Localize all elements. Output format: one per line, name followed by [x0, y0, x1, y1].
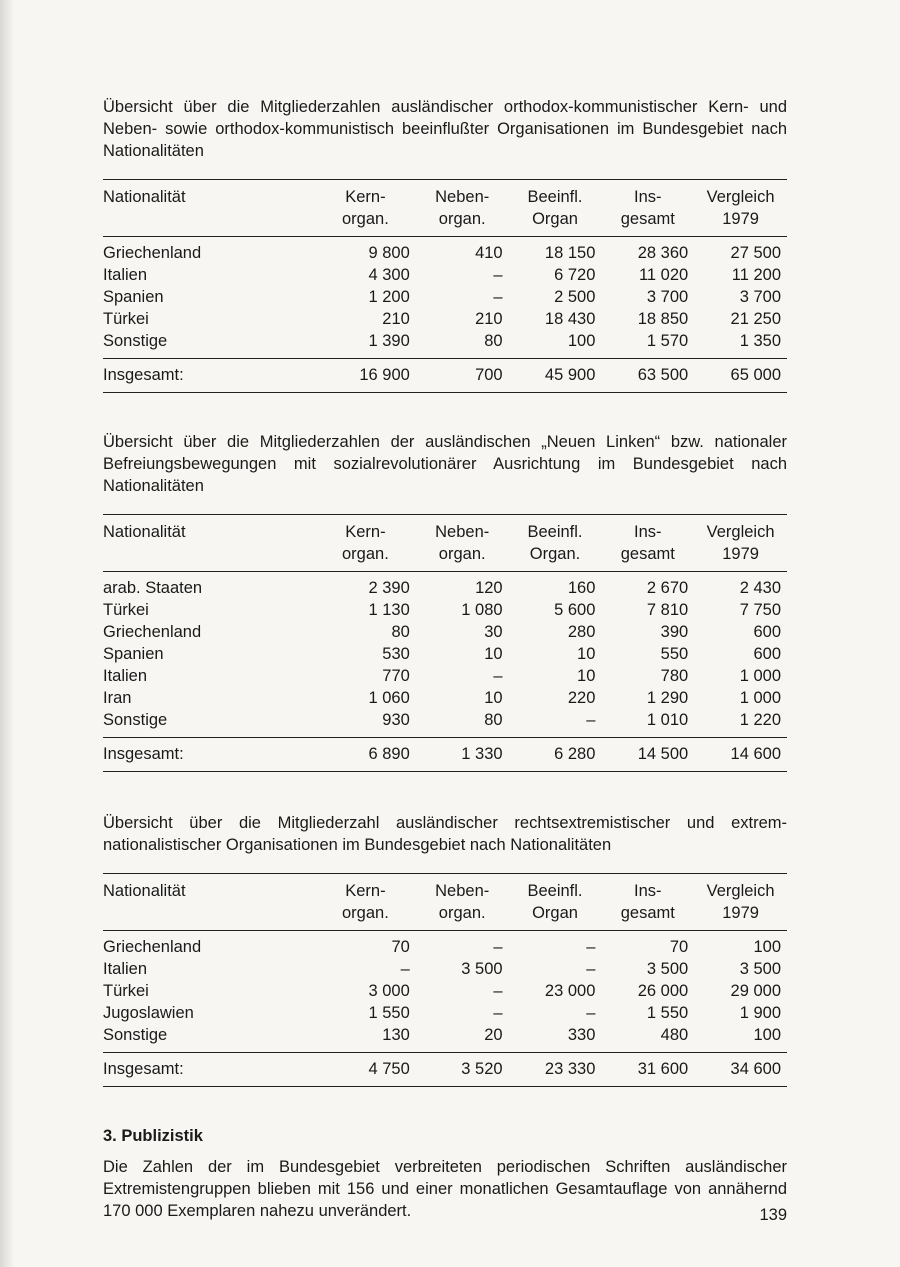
cell-vergleich: 1 350: [739, 332, 781, 350]
cell-neben: –: [493, 1004, 503, 1022]
header-beeinfl-sub: Organ: [509, 208, 602, 237]
cell-gesamt: 480: [660, 1026, 689, 1044]
header-gesamt-sub: gesamt: [601, 902, 694, 931]
header-nationality: Nationalität: [103, 882, 186, 900]
cell-beeinfl: 10: [577, 667, 596, 685]
header-gesamt-sub: gesamt: [601, 208, 694, 237]
cell-beeinfl: 18 150: [544, 244, 596, 262]
total-beeinfl: 23 330: [509, 1053, 602, 1087]
row-nationality: Iran: [103, 689, 132, 707]
table-row: [103, 931, 787, 959]
table-header-row: [103, 180, 787, 209]
cell-neben: 1 080: [461, 601, 503, 619]
table-row: [103, 621, 787, 643]
cell-kern: 1 200: [368, 288, 410, 306]
document-page: [103, 96, 787, 1222]
cell-neben: 20: [484, 1026, 503, 1044]
header-beeinfl: Beeinfl.: [527, 523, 583, 541]
page-edge-shadow: [0, 0, 14, 1267]
total-label: Insgesamt:: [103, 359, 323, 393]
cell-beeinfl: 6 720: [554, 266, 596, 284]
cell-neben: 10: [484, 689, 503, 707]
cell-neben: –: [493, 938, 503, 956]
header-vergleich: Vergleich: [706, 523, 775, 541]
total-vergleich: 65 000: [694, 359, 787, 393]
header-vergleich-sub: 1979: [694, 543, 787, 572]
cell-beeinfl: 100: [567, 332, 596, 350]
total-kern: 16 900: [323, 359, 416, 393]
cell-kern: 1 130: [368, 601, 410, 619]
row-nationality: Türkei: [103, 601, 149, 619]
header-beeinfl: Beeinfl.: [527, 188, 583, 206]
header-nationality: Nationalität: [103, 523, 186, 541]
cell-neben: –: [493, 266, 503, 284]
header-neben-sub: organ.: [416, 902, 509, 931]
cell-beeinfl: 330: [567, 1026, 596, 1044]
table-row: [103, 237, 787, 265]
header-kern: Kern-: [345, 882, 386, 900]
cell-gesamt: 18 850: [637, 310, 689, 328]
table-row: [103, 687, 787, 709]
row-nationality: Griechenland: [103, 244, 202, 262]
total-gesamt: 63 500: [601, 359, 694, 393]
cell-gesamt: 550: [660, 645, 689, 663]
header-kern: Kern-: [345, 523, 386, 541]
header-neben-sub: organ.: [416, 543, 509, 572]
cell-kern: 210: [382, 310, 410, 328]
header-vergleich-sub: 1979: [694, 208, 787, 237]
table1: [103, 179, 787, 393]
table-row: [103, 330, 787, 359]
header-kern-sub: organ.: [323, 902, 416, 931]
cell-gesamt: 1 290: [646, 689, 689, 707]
cell-vergleich: 100: [753, 1026, 781, 1044]
table-row: [103, 958, 787, 980]
cell-vergleich: 29 000: [730, 982, 781, 1000]
total-neben: 700: [416, 359, 509, 393]
cell-kern: 770: [382, 667, 410, 685]
total-beeinfl: 45 900: [509, 359, 602, 393]
cell-vergleich: 2 430: [739, 579, 781, 597]
table-total-row: [103, 738, 787, 772]
row-nationality: Italien: [103, 960, 148, 978]
header-gesamt: Ins-: [634, 188, 662, 206]
header-vergleich-sub: 1979: [694, 902, 787, 931]
header-neben: Neben-: [435, 523, 490, 541]
section-text: Die Zahlen der im Bundesgebiet verbreiteten periodischen Schriften ausländischer Extremistengruppen blieben mit 156 und einer monatlichen Gesamtauflage von annähernd 170 000 Exemplaren nahezu unverändert.: [103, 1158, 787, 1220]
cell-neben: –: [493, 667, 503, 685]
table-row: [103, 286, 787, 308]
cell-kern: 3 000: [368, 982, 410, 1000]
cell-beeinfl: 23 000: [544, 982, 596, 1000]
cell-kern: 2 390: [368, 579, 410, 597]
table-header-row: [103, 543, 787, 572]
header-kern-sub: organ.: [323, 208, 416, 237]
header-neben: Neben-: [435, 188, 490, 206]
cell-gesamt: 70: [669, 938, 689, 956]
table-row: [103, 709, 787, 738]
header-gesamt: Ins-: [634, 523, 662, 541]
cell-gesamt: 780: [660, 667, 689, 685]
cell-neben: 210: [475, 310, 503, 328]
total-kern: 4 750: [323, 1053, 416, 1087]
row-nationality: Sonstige: [103, 1026, 168, 1044]
table-row: [103, 980, 787, 1002]
total-neben: 1 330: [416, 738, 509, 772]
cell-gesamt: 3 500: [646, 960, 689, 978]
section-title: 3. Publizistik: [103, 1127, 203, 1145]
cell-neben: 3 500: [461, 960, 503, 978]
table3: [103, 873, 787, 1087]
cell-beeinfl: –: [586, 711, 596, 729]
header-gesamt-sub: gesamt: [601, 543, 694, 572]
cell-neben: 80: [484, 332, 503, 350]
cell-neben: –: [493, 982, 503, 1000]
cell-vergleich: 1 000: [739, 667, 781, 685]
cell-gesamt: 3 700: [646, 288, 689, 306]
row-nationality: Sonstige: [103, 711, 168, 729]
row-nationality: Italien: [103, 266, 148, 284]
total-neben: 3 520: [416, 1053, 509, 1087]
cell-gesamt: 1 010: [646, 711, 689, 729]
table-header-row: [103, 515, 787, 544]
cell-gesamt: 2 670: [646, 579, 689, 597]
cell-vergleich: 1 900: [739, 1004, 781, 1022]
cell-beeinfl: –: [586, 960, 596, 978]
cell-kern: 130: [382, 1026, 410, 1044]
row-nationality: Spanien: [103, 645, 164, 663]
cell-vergleich: 3 500: [739, 960, 781, 978]
row-nationality: arab. Staaten: [103, 579, 203, 597]
cell-kern: 80: [391, 623, 410, 641]
total-vergleich: 34 600: [694, 1053, 787, 1087]
table-row: [103, 665, 787, 687]
row-nationality: Griechenland: [103, 938, 202, 956]
cell-vergleich: 600: [753, 623, 781, 641]
cell-beeinfl: 10: [577, 645, 596, 663]
total-gesamt: 14 500: [601, 738, 694, 772]
total-gesamt: 31 600: [601, 1053, 694, 1087]
total-vergleich: 14 600: [694, 738, 787, 772]
header-beeinfl-sub: Organ: [509, 902, 602, 931]
cell-beeinfl: 220: [567, 689, 596, 707]
total-kern: 6 890: [323, 738, 416, 772]
cell-gesamt: 7 810: [646, 601, 689, 619]
row-nationality: Italien: [103, 667, 148, 685]
header-neben-sub: organ.: [416, 208, 509, 237]
cell-kern: 530: [382, 645, 410, 663]
cell-gesamt: 1 550: [646, 1004, 689, 1022]
cell-neben: 410: [475, 244, 503, 262]
header-neben: Neben-: [435, 882, 490, 900]
table-row: [103, 1002, 787, 1024]
total-beeinfl: 6 280: [509, 738, 602, 772]
total-label: Insgesamt:: [103, 1053, 323, 1087]
cell-gesamt: 390: [660, 623, 689, 641]
table-row: [103, 599, 787, 621]
cell-vergleich: 27 500: [730, 244, 781, 262]
row-nationality: Jugoslawien: [103, 1004, 194, 1022]
table-row: [103, 264, 787, 286]
cell-kern: 70: [391, 938, 410, 956]
header-kern: Kern-: [345, 188, 386, 206]
header-kern-sub: organ.: [323, 543, 416, 572]
cell-gesamt: 28 360: [637, 244, 689, 262]
table3-caption: Übersicht über die Mitgliederzahl ausländischer rechtsextremistischer und extrem-nationalistischer Organisationen im Bundesgebiet nach Nationalitäten: [103, 814, 787, 854]
table-row: [103, 572, 787, 600]
cell-kern: 1 550: [368, 1004, 410, 1022]
cell-beeinfl: 160: [567, 579, 596, 597]
cell-kern: –: [400, 960, 410, 978]
cell-vergleich: 600: [753, 645, 781, 663]
header-vergleich: Vergleich: [706, 188, 775, 206]
table-row: [103, 643, 787, 665]
cell-kern: 1 060: [368, 689, 410, 707]
header-nationality: Nationalität: [103, 188, 186, 206]
table-header-row: [103, 874, 787, 903]
table2-caption: Übersicht über die Mitgliederzahlen der ausländischen „Neuen Linken“ bzw. nationaler Befreiungsbewegungen mit sozialrevolutionärer Ausrichtung im Bundesgebiet nach Nationalitäten: [103, 433, 787, 495]
table-total-row: [103, 359, 787, 393]
table-row: [103, 1024, 787, 1053]
cell-vergleich: 1 220: [739, 711, 781, 729]
cell-kern: 9 800: [368, 244, 410, 262]
cell-vergleich: 3 700: [739, 288, 781, 306]
cell-kern: 930: [382, 711, 410, 729]
header-gesamt: Ins-: [634, 882, 662, 900]
cell-gesamt: 26 000: [637, 982, 689, 1000]
header-beeinfl: Beeinfl.: [527, 882, 583, 900]
cell-neben: 30: [484, 623, 503, 641]
table-header-row: [103, 902, 787, 931]
cell-vergleich: 100: [753, 938, 781, 956]
cell-neben: 10: [484, 645, 503, 663]
cell-kern: 4 300: [368, 266, 410, 284]
cell-beeinfl: 5 600: [554, 601, 596, 619]
row-nationality: Türkei: [103, 310, 149, 328]
cell-beeinfl: –: [586, 938, 596, 956]
cell-kern: 1 390: [368, 332, 410, 350]
table-total-row: [103, 1053, 787, 1087]
header-vergleich: Vergleich: [706, 882, 775, 900]
cell-neben: –: [493, 288, 503, 306]
table-header-row: [103, 208, 787, 237]
table1-caption: Übersicht über die Mitgliederzahlen ausländischer orthodox-kommunistischer Kern- und Neben- sowie orthodox-kommunistisch beeinflußter Organisationen im Bundesgebiet nach Nationalitäten: [103, 98, 787, 160]
page-number: 139: [759, 1206, 787, 1224]
cell-beeinfl: 18 430: [544, 310, 596, 328]
table2: [103, 514, 787, 772]
cell-vergleich: 11 200: [731, 266, 781, 284]
cell-beeinfl: 2 500: [554, 288, 596, 306]
cell-gesamt: 1 570: [646, 332, 689, 350]
header-beeinfl-sub: Organ.: [509, 543, 602, 572]
table-row: [103, 308, 787, 330]
cell-beeinfl: 280: [567, 623, 596, 641]
cell-neben: 120: [475, 579, 503, 597]
cell-vergleich: 7 750: [739, 601, 781, 619]
row-nationality: Türkei: [103, 982, 149, 1000]
cell-vergleich: 21 250: [730, 310, 781, 328]
cell-gesamt: 11 020: [638, 266, 689, 284]
row-nationality: Spanien: [103, 288, 164, 306]
row-nationality: Griechenland: [103, 623, 202, 641]
cell-neben: 80: [484, 711, 503, 729]
cell-vergleich: 1 000: [739, 689, 781, 707]
total-label: Insgesamt:: [103, 738, 323, 772]
row-nationality: Sonstige: [103, 332, 168, 350]
cell-beeinfl: –: [586, 1004, 596, 1022]
